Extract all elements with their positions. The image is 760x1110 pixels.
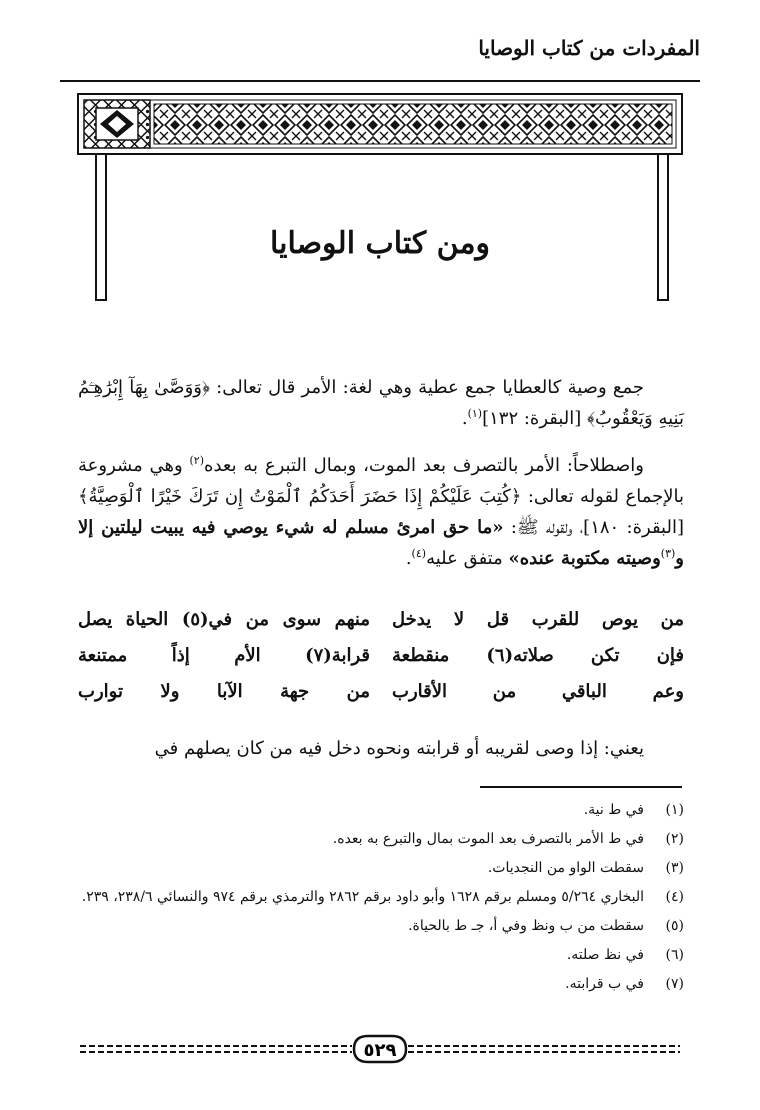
hadith-text: وصيته مكتوبة عنده» — [508, 548, 661, 569]
paragraph-text: . — [461, 408, 468, 429]
paragraph-1 — [78, 372, 684, 434]
footnote-text: في ط نية. — [583, 802, 644, 818]
footnote-number: (١) — [665, 802, 684, 818]
footnote-ref-2: (٢) — [189, 454, 205, 467]
footnote-item — [78, 825, 684, 854]
footnote-separator — [480, 786, 682, 788]
hadith-text: «ما حق امرئ مسلم له شيء يوصي فيه يبيت ليلتين إلا و — [78, 517, 684, 569]
poem-hemistich-right: فإن تكن صلاته(٦) منقطعة — [392, 645, 684, 666]
poem — [78, 602, 684, 710]
footnote-number: (٣) — [665, 860, 684, 876]
page-number: ٥٢٩ — [363, 1040, 397, 1061]
header-rule — [60, 80, 700, 82]
poem-hemistich-left: من جهة الآبا ولا توارب — [78, 681, 370, 702]
footnote-item — [78, 854, 684, 883]
footnote-number: (٧) — [665, 976, 684, 992]
poem-line — [78, 674, 684, 710]
paragraph-text: جمع وصية كالعطايا جمع عطية وهي لغة: الأمر قال تعالى: ﴿وَوَصَّىٰ بِهَآ إِبْرَٰهِـۧمُ بَنِيهِ وَيَعْقُوبُ﴾ [البقرة: ١٣٢] — [78, 377, 684, 429]
footnote-item — [78, 970, 684, 999]
body-text — [78, 372, 684, 590]
commentary-paragraph: يعني: إذا وصى لقريبه أو قرابته ونحوه دخل فيه من كان يصلهم في — [154, 738, 644, 759]
paragraph-text: وهي مشروعة بالإجماع لقوله تعالى: ﴿كُتِبَ عَلَيْكُمْ إِذَا حَضَرَ أَحَدَكُمُ ٱلْمَوْتُ إِن تَرَكَ خَيْرًا ٱلْوَصِيَّةُ﴾ [البقرة: ١٨٠]، ولقوله ﷺ: — [78, 455, 684, 538]
footnote-ref-4: (٤) — [411, 547, 427, 560]
paragraph-text: . — [405, 548, 412, 569]
page-number-ornament — [76, 1032, 684, 1068]
poem-hemistich-right: من يوص للقرب قل لا يدخل — [392, 609, 684, 630]
paragraph-text: واصطلاحاً: الأمر بالتصرف بعد الموت، وبمال التبرع به بعده — [204, 455, 644, 476]
poem-line — [78, 602, 684, 638]
footnote-text: في ب قرابته. — [565, 976, 644, 992]
running-header: المفردات من كتاب الوصايا — [478, 36, 700, 60]
poem-hemistich-left: قرابة(٧) الأم إذاً ممتنعة — [78, 645, 370, 666]
footnote-item — [78, 796, 684, 825]
chapter-title: ومن كتاب الوصايا — [269, 226, 491, 261]
footnote-text: سقطت الواو من النجديات. — [487, 860, 644, 876]
paragraph-2 — [78, 450, 684, 574]
footnote-text: في ط الأمر بالتصرف بعد الموت بمال والتبرع به بعده. — [332, 831, 644, 847]
footnote-item — [78, 883, 684, 912]
footnote-item — [78, 912, 684, 941]
footnote-number: (٢) — [665, 831, 684, 847]
footnote-text: سقطت من ب ونظ وفي أ، جـ ط بالحياة. — [408, 918, 644, 934]
chapter-banner-ornament — [76, 92, 684, 304]
footnote-number: (٦) — [665, 947, 684, 963]
footnote-text: البخاري ٥/٢٦٤ ومسلم برقم ١٦٢٨ وأبو داود برقم ٢٨٦٢ والترمذي برقم ٩٧٤ والنسائي ٢٣٨/٦، ٢٣٩. — [81, 889, 644, 905]
footnote-number: (٤) — [665, 889, 684, 905]
poem-hemistich-left: منهم سوى من في(٥) الحياة يصل — [78, 609, 370, 630]
paragraph-text: متفق عليه — [426, 548, 509, 569]
footnote-number: (٥) — [665, 918, 684, 934]
footnotes — [78, 796, 684, 999]
poem-line — [78, 638, 684, 674]
footnote-ref-3: (٣) — [660, 547, 676, 560]
footnote-ref-1: (١) — [467, 407, 483, 420]
footnote-item — [78, 941, 684, 970]
footnote-text: في نظ صلته. — [566, 947, 644, 963]
poem-hemistich-right: وعم الباقي من الأقارب — [392, 681, 684, 702]
